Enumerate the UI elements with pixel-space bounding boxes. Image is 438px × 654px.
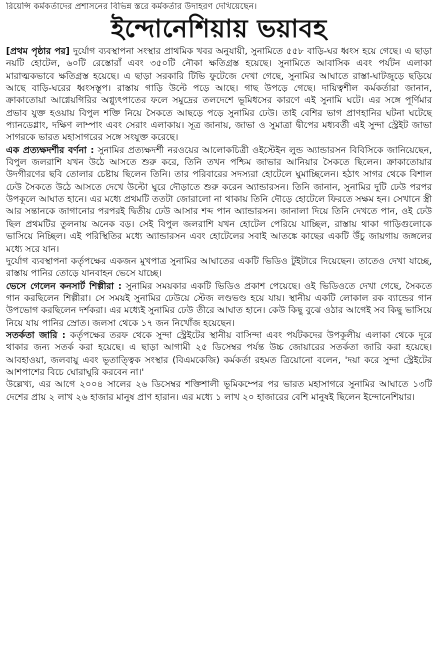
paragraph-4 (6, 281, 432, 330)
paragraph-2 (6, 145, 432, 256)
concert-subhead: ভেসে গেলেন কনসার্ট শিল্পীরা : (6, 281, 122, 292)
headline: ইন্দোনেশিয়ায় ভয়াবহ (111, 14, 327, 43)
article-body (6, 46, 432, 404)
paragraph-5-text: কর্তৃপক্ষের তরফ থেকে সুন্দা স্ট্রেইটের স্থানীয় বাসিন্দা এবং পর্যটকদের উপকূলীয় এলাকা থেকে দূরে থাকার জন্য সতর্ক করা হয়েছে। এ ছাড়া আগামী ২৫ ডিসেম্বর পর্যন্ত উচ্চ জোয়ারের সতর্কতা জারি করা হয়েছে। আবহাওয়া, জলবায়ু এবং ভূতাত্ত্বিক সংস্থার (বিএমকেজি) কর্মকর্তা রহমত ত্রিয়োনো বলেন, 'দয়া করে সুন্দা স্ট্রেইটের আশপাশের বিচে ঘোরাঘুরি করবেন না।' (6, 330, 432, 378)
previous-article-tail: রিয়েন্সি কর্মকর্তাদের প্রশাসনের বিভিন্ন স্তরে কর্মকর্তার উদাহরণ দেখিয়েছেন। (6, 2, 257, 12)
paragraph-1 (6, 46, 432, 145)
eyewitness-subhead: এক প্রত্যক্ষদর্শীর বর্ণনা : (6, 145, 95, 156)
warning-subhead: সতর্কতা জারি : (6, 330, 66, 341)
paragraph-1-lead: [প্রথম পৃষ্ঠার পর] (6, 47, 70, 57)
paragraph-2-text: সুনামির প্রত্যক্ষদর্শী নরওয়ের আলোকচিত্রী ওইস্টেইন লুন্ড অ্যান্ডারসন বিবিসিকে জানিয়েছেন, বিপুল জলরাশি যখন উঠে আসতে শুরু করে, তিনি তখন পশ্চিম জাভার আনিয়ার সৈকতে ছিলেন। ক্রাকাতোয়ার উদগীরণের ছবি তোলার চেষ্টায় ছিলেন তিনি। তার পরিবারের সদস্যরা হোটেলে ঘুমাচ্ছিলেন। হঠাৎ সাগর থেকে বিশাল ঢেউ সৈকতে উঠে আসতে দেখে উল্টো ঘুরে দৌড়াতে শুরু করেন অ্যান্ডারসন। তিনি জানান, সুনামির দুটি ঢেউ পরপর উপকূলে আঘাত হানে। এর মধ্যে প্রথমটি ততটা জোরালো না থাকায় তিনি দৌড়ে হোটেলে ফিরতে সক্ষম হন। সেখানে স্ত্রী আর সন্তানকে জাগানোর পরপরই দ্বিতীয় ঢেউ আসার শব্দ পান অ্যান্ডারসন। জানালা দিয়ে তিনি দেখতে পান, ওই ঢেউ ছিল প্রথমটির তুলনায় অনেক বড়। সেই বিপুল জলরাশি যখন হোটেল পেরিয়ে যাচ্ছিল, রাস্তায় থাকা গাড়িগুলোকে ভাসিয়ে নিচ্ছিল। এই পরিস্থিতির মধ্যে অ্যান্ডারসন এবং হোটেলের সবাই আতঙ্কে কাছের একটি উঁচু জায়গায় জঙ্গলের মধ্যে সরে যান। (6, 145, 432, 255)
paragraph-4-text: সুনামির সময়কার একটি ভিডিও প্রকাশ পেয়েছে। ওই ভিডিওতে দেখা গেছে, সৈকতে গান করছিলেন শিল্পীরা। সে সময়ই সুনামির ঢেউয়ে স্টেজ লণ্ডভণ্ড হয়ে যায়। স্থানীয় একটি লোকাল রক ব্যান্ডের গান উপভোগ করছিলেন দর্শকরা। এর মধ্যেই সুনামির ঢেউ তীরে আঘাত হানে। কেউ কিছু বুঝে ওঠার আগেই সব কিছু ভাসিয়ে নিয়ে যায় পানির স্রোত। জলসা থেকে ১৭ জন নিখোঁজ হয়েছেন। (6, 281, 433, 329)
paragraph-5 (6, 330, 432, 379)
paragraph-6-text: উল্লেখ্য, এর আগে ২০০৪ সালের ২৬ ডিসেম্বর শক্তিশালী ভূমিকম্পের পর ভারত মহাসাগরে সুনামির আঘাতে ১৩টি দেশের প্রায় ২ লাখ ২৬ হাজার মানুষ প্রাণ হারান। এর মধ্যে ১ লাখ ২০ হাজারের বেশি মানুষই ছিলেন ইন্দোনেশিয়ার। (6, 380, 432, 403)
paragraph-3 (6, 256, 432, 281)
paragraph-6 (6, 379, 432, 404)
paragraph-1-text: দুর্যোগ ব্যবস্থাপনা সংস্থার প্রাথমিক খবর অনুযায়ী, সুনামিতে ৫৫৮ বাড়ি-ঘর ধ্বংস হয়ে গেছে। এ ছাড়া নয়টি হোটেল, ৬০টি রেস্তোরাঁ এবং ৩৫০টি নৌকা ক্ষতিগ্রস্ত হয়েছে। সুনামিতে আবাসিক এবং পর্যটন এলাকা মারাত্মকভাবে ক্ষতিগ্রস্ত হয়েছে। এ ছাড়া সরকারি টিভি ফুটেজে দেখা গেছে, সুনামির আঘাতে রাস্তা-ঘাটজুড়ে ছড়িয়ে আছে বাড়ি-ঘরের ধ্বংসস্তূপ। রাস্তায় গাড়ি উল্টে পড়ে আছে। গাছ উপড়ে গেছে। দায়িত্বশীল কর্মকর্তারা জানান, ক্রাকাতোয়া আগ্নেয়গিরির অগ্ন্যুৎপাতের ফলে সমুদ্রের তলদেশে ভূমিধসের কারণে এই সুনামি ঘটে। এর সঙ্গে পূর্ণিমার প্রভাব যুক্ত হওয়ায় বিপুল শক্তি নিয়ে সৈকতে আছড়ে পড়ে সুনামির ঢেউ। তাই বেশির ভাগ প্রাণহানির ঘটনা ঘটেছে প্যানডেগ্লাং, দক্ষিণ লাম্পাং এবং সেরাং এলাকায়। সূত্র জানায়, জাভা ও সুমাত্রা দ্বীপের মধ্যবর্তী এই সুন্দা স্ট্রেইট জাভা সাগরকে ভারত মহাসাগরের সঙ্গে সংযুক্ত করেছে। (6, 47, 432, 144)
paragraph-3-text: দুর্যোগ ব্যবস্থাপনা কর্তৃপক্ষের একজন মুখপাত্র সুনামির আঘাতের একটি ভিডিও টুইটারে দিয়েছেন। তাতেও দেখা যাচ্ছে, রাস্তায় পানির তোড়ে যানবাহন ভেসে যাচ্ছে। (6, 256, 432, 280)
